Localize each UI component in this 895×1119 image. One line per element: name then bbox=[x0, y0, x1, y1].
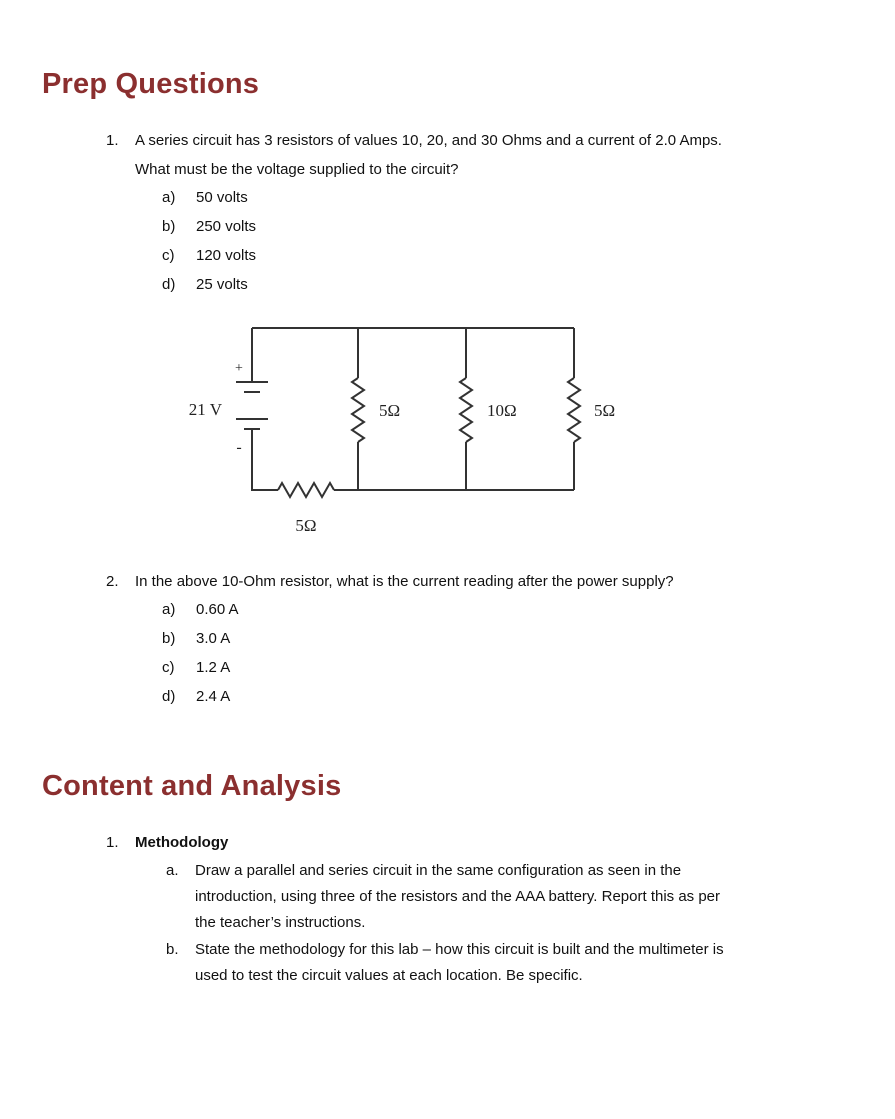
parallel-resistor-1-label: 5Ω bbox=[379, 401, 401, 420]
question-2-option-a bbox=[162, 601, 239, 618]
prep-questions-heading: Prep Questions bbox=[42, 68, 260, 100]
battery-bottom-lead bbox=[252, 429, 278, 490]
question-1-text-line-2: What must be the voltage supplied to the circuit? bbox=[135, 161, 459, 178]
parallel-resistor-2 bbox=[460, 378, 472, 442]
subitem-b-line-2: used to test the circuit values at each location. Be specific. bbox=[195, 967, 583, 984]
parallel-resistor-3-label: 5Ω bbox=[594, 401, 616, 420]
content-analysis-heading: Content and Analysis bbox=[42, 770, 342, 802]
option-letter: a) bbox=[162, 601, 176, 618]
option-letter: d) bbox=[162, 276, 176, 293]
battery-minus-label: - bbox=[236, 439, 242, 456]
option-letter: b) bbox=[162, 630, 176, 647]
methodology-title: Methodology bbox=[135, 834, 229, 851]
question-1-option-d bbox=[162, 276, 248, 293]
option-letter: a) bbox=[162, 189, 176, 206]
option-text: 0.60 A bbox=[196, 601, 239, 618]
question-2-option-c bbox=[162, 659, 230, 676]
question-1-text-line-1: A series circuit has 3 resistors of values 10, 20, and 30 Ohms and a current of 2.0 Amps. bbox=[135, 132, 722, 149]
question-2-text-line-1: In the above 10-Ohm resistor, what is the current reading after the power supply? bbox=[135, 573, 674, 590]
option-text: 250 volts bbox=[196, 218, 257, 235]
series-resistor-label: 5Ω bbox=[295, 516, 317, 535]
subitem-a-letter: a. bbox=[166, 862, 179, 879]
option-text: 25 volts bbox=[196, 276, 248, 293]
option-letter: c) bbox=[162, 247, 175, 264]
circuit-diagram bbox=[160, 300, 660, 560]
question-1-option-b bbox=[162, 218, 256, 235]
series-resistor bbox=[278, 483, 334, 497]
subitem-a-line-2: introduction, using three of the resistors and the AAA battery. Report this as per bbox=[195, 888, 721, 905]
subitem-a-line-3: the teacher’s instructions. bbox=[195, 914, 366, 931]
subitem-b-letter: b. bbox=[166, 941, 179, 958]
option-letter: c) bbox=[162, 659, 175, 676]
question-1-number: 1. bbox=[106, 132, 119, 149]
question-2-option-d bbox=[162, 688, 230, 705]
question-2-number: 2. bbox=[106, 573, 119, 590]
battery-plus-label: + bbox=[235, 361, 243, 376]
option-text: 120 volts bbox=[196, 247, 257, 264]
option-letter: b) bbox=[162, 218, 176, 235]
option-letter: d) bbox=[162, 688, 176, 705]
subitem-b-line-1: State the methodology for this lab – how this circuit is built and the multimeter is bbox=[195, 941, 724, 958]
question-2-option-b bbox=[162, 630, 230, 647]
battery-voltage-label: 21 V bbox=[188, 400, 222, 419]
option-text: 2.4 A bbox=[196, 688, 231, 705]
parallel-resistor-2-label: 10Ω bbox=[487, 401, 517, 420]
option-text: 3.0 A bbox=[196, 630, 231, 647]
parallel-resistor-1 bbox=[352, 378, 364, 442]
question-1-option-a bbox=[162, 189, 248, 206]
question-1-option-c bbox=[162, 247, 256, 264]
option-text: 1.2 A bbox=[196, 659, 231, 676]
subitem-a-line-1: Draw a parallel and series circuit in the same configuration as seen in the bbox=[195, 862, 682, 879]
methodology-number: 1. bbox=[106, 834, 119, 851]
parallel-resistor-3 bbox=[568, 378, 580, 442]
option-text: 50 volts bbox=[196, 189, 248, 206]
